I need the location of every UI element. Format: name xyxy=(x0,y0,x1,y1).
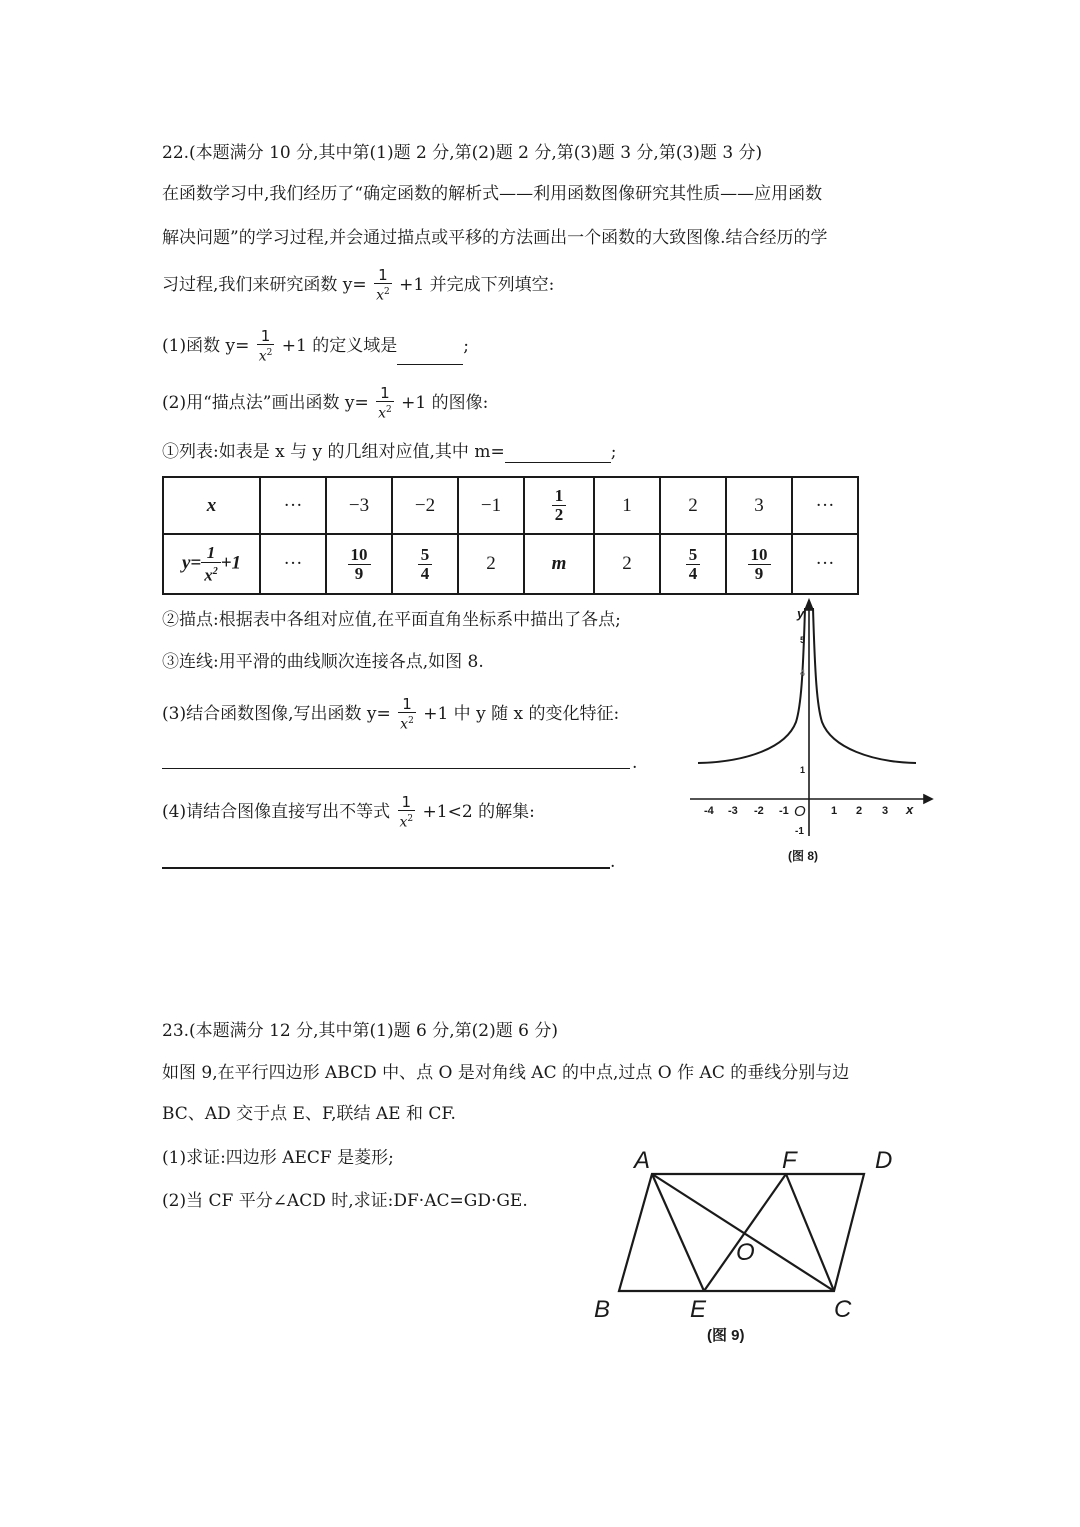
q22-header: 22.(本题满分 10 分,其中第(1)题 2 分,第(2)题 2 分,第(3)题 3 分,第(3)题 3 分) xyxy=(162,143,763,163)
table-cell: −1 xyxy=(458,477,524,534)
table-header-y: y= $\frac{1}{x^2}$ +1 xyxy=(163,534,260,594)
fraction-1-over-x2 xyxy=(374,267,392,304)
table-cell: −2 xyxy=(392,477,458,534)
table-cell-ellipsis: ··· xyxy=(260,477,326,534)
value-table xyxy=(162,476,859,595)
vertex-label-D: D xyxy=(875,1147,893,1174)
table-cell: 2 xyxy=(458,534,524,594)
x-axis-arrow xyxy=(924,795,932,803)
table-row-y xyxy=(163,534,858,594)
answer-blank-domain[interactable] xyxy=(397,348,463,365)
q22-intro-line2: 解决问题”的学习过程,并会通过描点或平移的方法画出一个函数的大致图像.结合经历的学 xyxy=(162,228,828,248)
q23-part2: (2)当 CF 平分∠ACD 时,求证:DF·AC=GD·GE. xyxy=(162,1191,528,1211)
q22-intro-line3-post: +1 并完成下列填空: xyxy=(399,274,555,295)
q22-part3: (3)结合函数图像,写出函数 y= $\frac{1}{x^2}$ +1 中 y 随 x 的变化特征: xyxy=(162,695,620,733)
answer-line-end: . xyxy=(632,753,638,773)
q22-intro-line3 xyxy=(162,267,554,304)
fraction-numerator: 1 xyxy=(374,267,392,284)
point-label-O: O xyxy=(736,1239,755,1266)
table-header-x: x xyxy=(163,477,260,534)
q23-line2: BC、AD 交于点 E、F,联结 AE 和 CF. xyxy=(162,1104,456,1124)
fraction-1-over-x2: $\frac{1}{x^2}$ xyxy=(399,793,414,831)
table-cell: 2 xyxy=(660,477,726,534)
x-tick-label: 3 xyxy=(882,805,889,817)
figure-9-parallelogram xyxy=(582,1140,912,1350)
y-axis-label: y xyxy=(797,606,805,621)
figure-8-graph xyxy=(686,596,936,871)
x-tick-label: -2 xyxy=(754,805,764,817)
q22-part1: (1)函数 y= $\frac{1}{x^2}$ +1 的定义域是 ; xyxy=(162,327,469,365)
x-tick-label: 1 xyxy=(831,805,838,817)
vertex-label-B: B xyxy=(594,1296,611,1323)
q22-part2-pre: (2)用“描点法”画出函数 y= xyxy=(162,392,369,413)
table-cell: 3 xyxy=(726,477,792,534)
table-cell: −3 xyxy=(326,477,392,534)
figure-9-caption: (图 9) xyxy=(707,1327,745,1344)
fraction-1-over-x2: $\frac{1}{x^2}$ xyxy=(400,695,414,733)
table-cell: $\frac{10}{9}$ xyxy=(326,534,392,594)
q22-intro-line3-pre: 习过程,我们来研究函数 y= xyxy=(162,274,367,295)
diagonal-AC xyxy=(652,1174,834,1291)
answer-line-part3[interactable] xyxy=(162,768,630,769)
table-cell-ellipsis: ··· xyxy=(792,477,858,534)
fraction-denominator: $x^2$ xyxy=(376,287,390,304)
table-cell: $\frac{1}{2}$ xyxy=(524,477,594,534)
answer-line-part4[interactable] xyxy=(162,867,610,869)
y-tick-label: 1 xyxy=(800,765,806,775)
table-cell: 1 xyxy=(594,477,660,534)
q22-part1-post: +1 的定义域是 xyxy=(281,335,398,356)
q22-part2 xyxy=(162,385,488,422)
origin-label: O xyxy=(794,803,806,820)
vertex-label-C: C xyxy=(834,1296,852,1323)
table-row-x xyxy=(163,477,858,534)
q22-step2: ②描点:根据表中各组对应值,在平面直角坐标系中描出了各点; xyxy=(162,610,621,630)
curve-right-branch xyxy=(813,608,916,763)
table-cell: $\frac{5}{4}$ xyxy=(392,534,458,594)
x-tick-label: -4 xyxy=(704,805,714,817)
y-tick-label: 5 xyxy=(800,635,806,645)
q22-intro-line1: 在函数学习中,我们经历了“确定函数的解析式——利用函数图像研究其性质——应用函数 xyxy=(162,184,823,204)
x-tick-label: 2 xyxy=(856,805,863,817)
fraction-1-over-x2: $\frac{1}{x^2}$ xyxy=(258,327,273,365)
q22-step1: ①列表:如表是 x 与 y 的几组对应值,其中 m= ; xyxy=(162,442,617,462)
y-tick-label: 4 xyxy=(800,668,806,678)
x-axis-label: x xyxy=(906,802,914,817)
y-tick-label: -1 xyxy=(795,826,804,837)
figure-8-caption: (图 8) xyxy=(788,849,819,863)
table-cell-ellipsis: ··· xyxy=(792,534,858,594)
table-cell-ellipsis: ··· xyxy=(260,534,326,594)
q22-part4: (4)请结合图像直接写出不等式 $\frac{1}{x^2}$ +1<2 的解集: xyxy=(162,793,535,831)
q23-header: 23.(本题满分 12 分,其中第(1)题 6 分,第(2)题 6 分) xyxy=(162,1021,558,1041)
q22-step3: ③连线:用平滑的曲线顺次连接各点,如图 8. xyxy=(162,652,484,672)
curve-left-branch xyxy=(698,608,805,763)
vertex-label-E: E xyxy=(690,1296,707,1323)
vertex-label-F: F xyxy=(782,1147,797,1174)
vertex-label-A: A xyxy=(634,1147,651,1174)
table-cell: 2 xyxy=(594,534,660,594)
fraction-1-over-x2: $\frac{1}{x^2}$ xyxy=(378,384,392,422)
table-cell-m: m xyxy=(524,534,594,594)
segment-EF xyxy=(704,1174,786,1291)
table-cell: $\frac{10}{9}$ xyxy=(726,534,792,594)
segment-CF xyxy=(786,1174,834,1291)
x-tick-label: -3 xyxy=(728,805,738,817)
table-cell: $\frac{5}{4}$ xyxy=(660,534,726,594)
x-tick-label: -1 xyxy=(779,805,789,817)
q23-line1: 如图 9,在平行四边形 ABCD 中、点 O 是对角线 AC 的中点,过点 O 作 AC 的垂线分别与边 xyxy=(162,1063,850,1083)
y-axis-arrow xyxy=(805,600,813,610)
answer-blank-m[interactable] xyxy=(505,446,611,463)
q23-part1: (1)求证:四边形 AECF 是菱形; xyxy=(162,1148,394,1168)
q22-part2-post: +1 的图像: xyxy=(401,392,489,413)
answer-line-end: . xyxy=(610,852,616,872)
q22-part1-pre: (1)函数 y= xyxy=(162,335,250,356)
